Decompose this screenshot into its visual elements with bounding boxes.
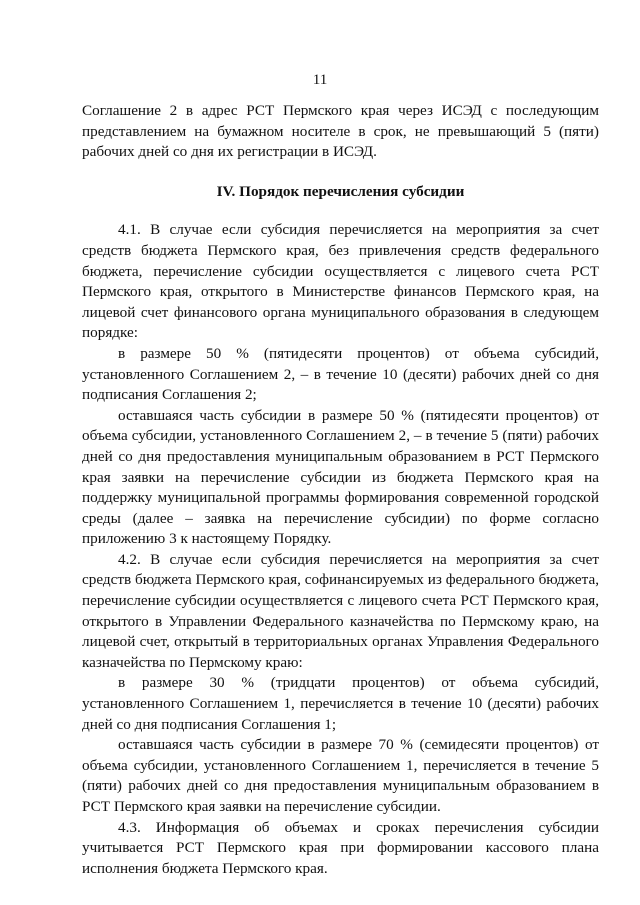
page-content <box>82 101 599 879</box>
paragraph-4-2-first-payment: в размере 30 % (тридцати процентов) от объема субсидий, установленного Соглашением 1, перечисляется в течение 10 (десяти) рабочих дней со дня подписания Соглашения 1; <box>82 674 599 733</box>
paragraph-4-1: 4.1. В случае если субсидия перечисляется на мероприятия за счет средств бюджета Пермского края, без привлечения средств федерального бюджета, перечисление субсидии осуществляется с лицевого счета РСТ Пермского края, открытого в Министерстве финансов Пермского края, на лицевой счет финансового органа муниципального образования в следующем порядке: <box>82 221 599 342</box>
page-number: 11 <box>312 71 328 88</box>
paragraph-4-1-first-payment: в размере 50 % (пятидесяти процентов) от объема субсидий, установленного Соглашением 2, – в течение 10 (десяти) рабочих дней со дня подписания Соглашения 2; <box>82 344 599 404</box>
paragraph-4-1-remaining-payment: оставшаяся часть субсидии в размере 50 % (пятидесяти процентов) от объема субсидии, установленного Соглашением 2, – в течение 5 (пяти) рабочих дней со дня предоставления муниципальным образованием в РСТ Пермского края заявки на перечисление субсидии из бюджета Пермского края на поддержку муниципальной программы формирования современной городской среды (далее – заявка на перечисление субсидии) по форме согласно приложению 3 к настоящему Порядку. <box>82 406 599 548</box>
paragraph-4-2: 4.2. В случае если субсидия перечисляется на мероприятия за счет средств бюджета Пермского края, софинансируемых из федерального бюджета, перечисление субсидии осуществляется с лицевого счета РСТ Пермского края, открытого в Управлении Федерального казначейства по Пермскому краю, на лицевой счет, открытый в территориальных органах Управления Федерального казначейства по Пермскому краю: <box>82 550 599 671</box>
paragraph-4-2-remaining-payment: оставшаяся часть субсидии в размере 70 % (семидесяти процентов) от объема субсидии, установленного Соглашением 1, перечисляется в течение 5 (пяти) рабочих дней со дня предоставления муниципальным образованием в РСТ Пермского края заявки на перечисление субсидии. <box>82 736 599 815</box>
paragraph-4-3: 4.3. Информация об объемах и сроках перечисления субсидии учитывается РСТ Пермского края при формировании кассового плана исполнения бюджета Пермского края. <box>82 818 599 877</box>
continued-paragraph: Соглашение 2 в адрес РСТ Пермского края через ИСЭД с последующим представлением на бумажном носителе в срок, не превышающий 5 (пяти) рабочих дней со дня их регистрации в ИСЭД. <box>82 102 599 161</box>
section-heading: IV. Порядок перечисления субсидии <box>216 182 465 200</box>
